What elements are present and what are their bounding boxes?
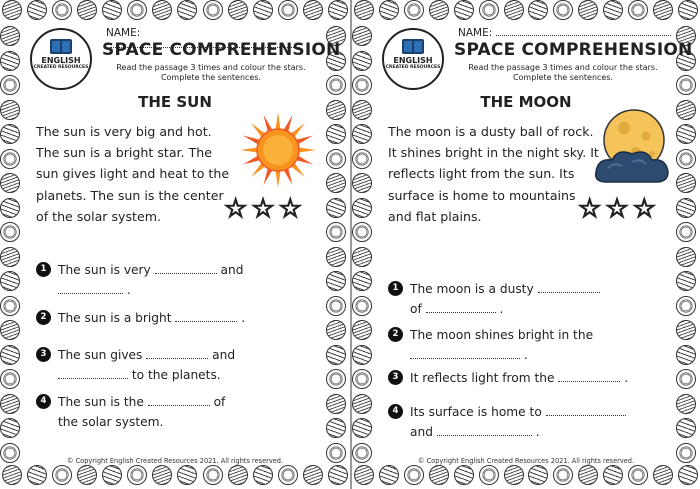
question-number: 2 (388, 327, 403, 342)
planet-icon (0, 100, 20, 120)
planet-icon (0, 51, 20, 71)
english-created-resources-logo (382, 28, 444, 90)
planet-border-left (352, 24, 376, 465)
planet-icon (352, 198, 372, 218)
question-text: and (212, 348, 236, 362)
question-text: of (213, 395, 226, 409)
planet-icon (352, 418, 372, 438)
planet-icon (0, 369, 20, 389)
answer-blank[interactable] (410, 347, 520, 359)
planet-icon (326, 75, 346, 95)
planet-icon (479, 465, 499, 485)
passage-text: The moon is a dusty ball of rock. It shines bright in the night sky. It reflects light from the sun. Its surface is home to mountains and flat plains. (388, 124, 599, 224)
planet-icon (326, 149, 346, 169)
planet-icon (352, 124, 372, 144)
planet-border-top (0, 0, 350, 24)
answer-blank[interactable] (437, 424, 532, 436)
planet-icon (303, 465, 323, 485)
planet-icon (553, 465, 573, 485)
planet-icon (676, 345, 696, 365)
question-text: It reflects light from the (410, 371, 555, 385)
planet-icon (0, 222, 20, 242)
question-text: and (410, 425, 433, 439)
planet-icon (0, 149, 20, 169)
star-icon[interactable]: ☆ (224, 194, 248, 224)
passage-title: THE MOON (480, 93, 572, 111)
planet-icon (177, 0, 197, 20)
planet-icon (352, 296, 372, 316)
planet-icon (429, 465, 449, 485)
planet-icon (676, 271, 696, 291)
question-text: . (523, 348, 528, 362)
logo-subtext: CREATED RESOURCES (385, 65, 441, 70)
planet-icon (0, 124, 20, 144)
planet-icon (352, 51, 372, 71)
planet-icon (454, 465, 474, 485)
book-icon (402, 39, 424, 54)
planet-icon (52, 465, 72, 485)
planet-icon (528, 465, 548, 485)
planet-icon (676, 124, 696, 144)
name-line[interactable] (496, 35, 671, 36)
planet-icon (352, 271, 372, 291)
planet-icon (77, 465, 97, 485)
name-label: NAME: (458, 27, 493, 39)
planet-border-right (676, 24, 700, 465)
question-number: 4 (36, 394, 51, 409)
planet-icon (676, 198, 696, 218)
sun-ray (298, 147, 316, 152)
planet-icon (676, 75, 696, 95)
moon-icon (586, 106, 678, 190)
question-number: 1 (388, 281, 403, 296)
star-icon[interactable]: ☆ (578, 194, 602, 224)
planet-icon (429, 0, 449, 20)
planet-icon (77, 0, 97, 20)
passage-text: The sun is very big and hot. The sun is a bright star. The sun gives light and heat to the planets. The sun is the center of the solar system. (36, 124, 230, 224)
planet-icon (678, 0, 698, 20)
planet-icon (352, 345, 372, 365)
planet-icon (0, 443, 20, 463)
planet-icon (454, 0, 474, 20)
planet-icon (0, 394, 20, 414)
planet-icon (326, 222, 346, 242)
planet-icon (326, 296, 346, 316)
copyright: © Copyright English Created Resources 2021. All rights reserved. (417, 457, 635, 465)
question-number: 4 (388, 404, 403, 419)
planet-icon (0, 247, 20, 267)
planet-icon (676, 394, 696, 414)
planet-icon (676, 247, 696, 267)
planet-icon (676, 320, 696, 340)
planet-icon (352, 394, 372, 414)
planet-icon (504, 0, 524, 20)
question-3 (36, 345, 296, 385)
planet-border-left (0, 24, 24, 465)
planet-icon (0, 345, 20, 365)
worksheet-moon (352, 0, 700, 489)
planet-icon (352, 443, 372, 463)
planet-icon (326, 443, 346, 463)
planet-icon (326, 345, 346, 365)
answer-blank[interactable] (58, 367, 128, 379)
planet-icon (326, 271, 346, 291)
planet-icon (27, 465, 47, 485)
answer-blank[interactable] (538, 281, 600, 293)
question-text: The moon shines bright in the (410, 328, 594, 342)
question-text: . (624, 371, 629, 385)
answer-blank[interactable] (175, 310, 237, 322)
planet-icon (676, 149, 696, 169)
question-2 (36, 308, 296, 328)
question-text: The moon is a dusty (410, 282, 534, 296)
planet-icon (0, 418, 20, 438)
logo-text: ENGLISH (393, 56, 433, 65)
question-text: . (499, 302, 504, 316)
planet-icon (152, 465, 172, 485)
planet-icon (653, 465, 673, 485)
planet-icon (326, 320, 346, 340)
planet-icon (628, 0, 648, 20)
question-4 (388, 402, 648, 442)
planet-icon (404, 0, 424, 20)
planet-icon (102, 0, 122, 20)
planet-icon (676, 369, 696, 389)
planet-border-right (326, 24, 350, 465)
planet-icon (326, 198, 346, 218)
question-2 (388, 325, 648, 365)
question-text: . (241, 311, 246, 325)
planet-icon (52, 0, 72, 20)
planet-icon (228, 0, 248, 20)
planet-icon (253, 465, 273, 485)
question-text: . (126, 283, 131, 297)
question-4 (36, 392, 296, 432)
page-title: SPACE COMPREHENSION (102, 40, 341, 60)
planet-icon (676, 173, 696, 193)
star-icon[interactable]: ☆ (605, 194, 629, 224)
planet-icon (379, 465, 399, 485)
question-number: 1 (36, 262, 51, 277)
question-number: 3 (388, 370, 403, 385)
name-label: NAME: (106, 27, 141, 39)
planet-icon (127, 465, 147, 485)
planet-icon (603, 0, 623, 20)
planet-icon (352, 75, 372, 95)
planet-icon (203, 0, 223, 20)
planet-icon (352, 149, 372, 169)
question-text: . (535, 425, 540, 439)
planet-icon (578, 465, 598, 485)
name-field[interactable] (458, 27, 671, 39)
planet-icon (404, 465, 424, 485)
planet-icon (326, 173, 346, 193)
planet-icon (152, 0, 172, 20)
planet-icon (528, 0, 548, 20)
planet-border-bottom (352, 465, 700, 489)
sun-ray (275, 170, 280, 188)
instructions: Read the passage 3 times and colour the stars. Complete the sentences. (468, 63, 658, 82)
planet-icon (603, 465, 623, 485)
planet-icon (504, 465, 524, 485)
planet-icon (278, 0, 298, 20)
answer-blank[interactable] (146, 347, 208, 359)
question-text: of (410, 302, 422, 316)
planet-icon (328, 465, 348, 485)
planet-icon (352, 222, 372, 242)
planet-icon (253, 0, 273, 20)
planet-icon (127, 0, 147, 20)
planet-icon (0, 296, 20, 316)
planet-icon (352, 100, 372, 120)
planet-icon (352, 369, 372, 389)
planet-icon (102, 465, 122, 485)
answer-blank[interactable] (558, 370, 620, 382)
planet-icon (0, 26, 20, 46)
planet-border-top (352, 0, 700, 24)
sun-icon (238, 110, 318, 190)
planet-icon (0, 271, 20, 291)
planet-icon (653, 0, 673, 20)
planet-icon (479, 0, 499, 20)
planet-icon (379, 0, 399, 20)
star-icon[interactable]: ☆ (251, 194, 275, 224)
question-text: The sun is the (58, 395, 144, 409)
copyright: © Copyright English Created Resources 2021. All rights reserved. (66, 457, 284, 465)
planet-icon (326, 124, 346, 144)
answer-blank[interactable] (155, 262, 217, 274)
planet-icon (303, 0, 323, 20)
planet-icon (2, 465, 22, 485)
planet-icon (676, 296, 696, 316)
planet-icon (228, 465, 248, 485)
planet-icon (352, 26, 372, 46)
planet-icon (2, 0, 22, 20)
question-1 (36, 260, 296, 300)
planet-icon (326, 369, 346, 389)
question-text: the solar system. (58, 415, 164, 429)
star-icon[interactable]: ☆ (632, 194, 656, 224)
planet-icon (352, 173, 372, 193)
passage-title: THE SUN (138, 93, 212, 111)
planet-icon (553, 0, 573, 20)
planet-icon (628, 465, 648, 485)
planet-icon (0, 320, 20, 340)
planet-icon (203, 465, 223, 485)
planet-icon (326, 247, 346, 267)
logo-subtext: CREATED RESOURCES (33, 65, 89, 70)
planet-icon (676, 443, 696, 463)
question-1 (388, 279, 648, 319)
page-title: SPACE COMPREHENSION (454, 40, 693, 60)
answer-blank[interactable] (546, 404, 626, 416)
question-text: The sun is a bright (58, 311, 172, 325)
question-text: to the planets. (131, 368, 221, 382)
planet-icon (354, 0, 374, 20)
planet-icon (678, 465, 698, 485)
planet-icon (354, 465, 374, 485)
planet-icon (676, 418, 696, 438)
planet-icon (676, 222, 696, 242)
planet-icon (578, 0, 598, 20)
planet-icon (676, 100, 696, 120)
planet-icon (352, 247, 372, 267)
star-icon[interactable]: ☆ (278, 194, 302, 224)
planet-icon (326, 100, 346, 120)
question-3 (388, 368, 648, 388)
logo-text: ENGLISH (41, 56, 81, 65)
planet-icon (0, 75, 20, 95)
planet-icon (0, 173, 20, 193)
question-text: The sun is very (58, 263, 151, 277)
instructions: Read the passage 3 times and colour the stars. Complete the sentences. (116, 63, 306, 82)
rating-stars (224, 196, 302, 222)
planet-icon (328, 0, 348, 20)
planet-icon (0, 198, 20, 218)
planet-border-bottom (0, 465, 350, 489)
answer-blank[interactable] (148, 394, 210, 406)
question-text: Its surface is home to (410, 405, 542, 419)
planet-icon (326, 418, 346, 438)
planet-icon (352, 320, 372, 340)
planet-icon (27, 0, 47, 20)
question-number: 3 (36, 347, 51, 362)
question-text: The sun gives (58, 348, 143, 362)
rating-stars (578, 196, 656, 222)
answer-blank[interactable] (58, 282, 123, 294)
planet-icon (326, 394, 346, 414)
question-text: and (220, 263, 244, 277)
answer-blank[interactable] (426, 301, 496, 313)
question-number: 2 (36, 310, 51, 325)
english-created-resources-logo (30, 28, 92, 90)
planet-icon (177, 465, 197, 485)
sun-ray (275, 112, 280, 130)
planet-icon (278, 465, 298, 485)
sun-ray (240, 147, 258, 152)
book-icon (50, 39, 72, 54)
